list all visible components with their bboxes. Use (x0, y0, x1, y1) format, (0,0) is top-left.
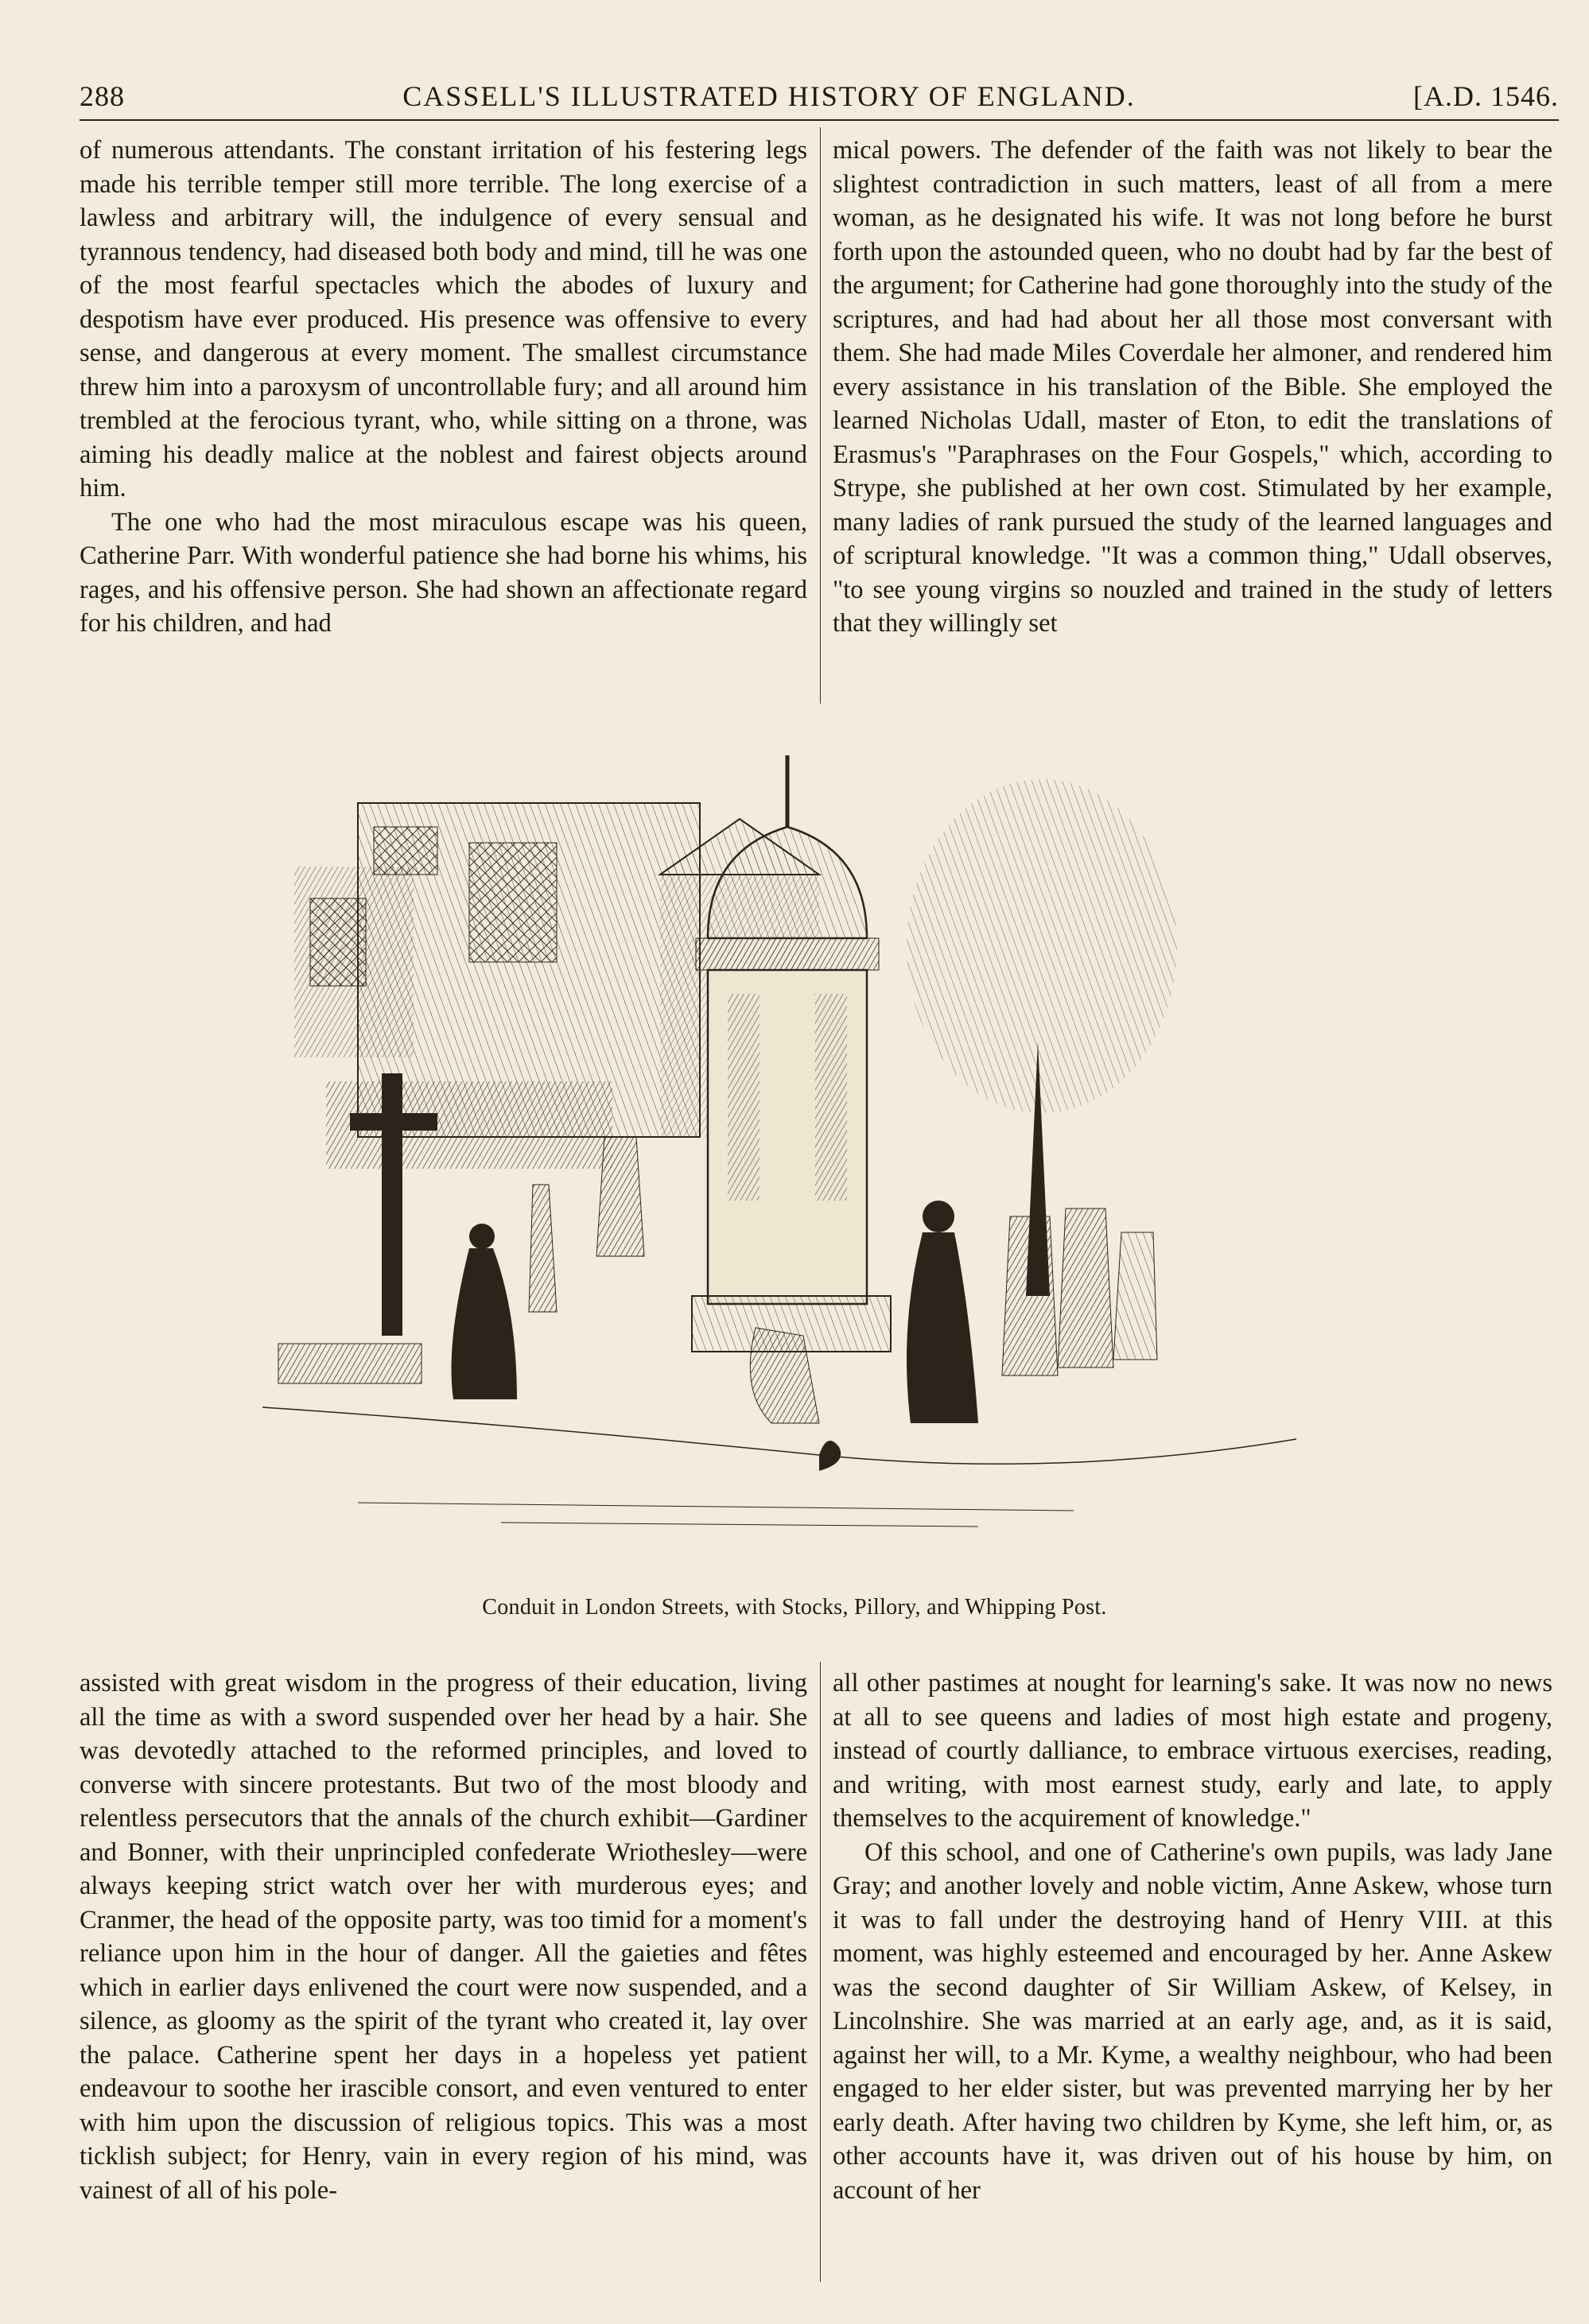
running-title: CASSELL'S ILLUSTRATED HISTORY OF ENGLAND. (402, 80, 1136, 112)
paragraph: of numerous attendants. The constant irritation of his festering legs made his terrible temper still more terrible. The long exercise of a lawless and arbitrary will, the indulgence of every sensual and tyrannous tendency, had diseased both body and mind, till he was one of the most fearful spectacles which the abodes of luxury and despotism have ever produced. His presence was offensive to every sense, and dangerous at every moment. The smallest circumstance threw him into a paroxysm of uncontrollable fury; and all around him trembled at the ferocious tyrant, who, while sitting on a throne, was aiming his deadly malice at the noblest and fairest objects around him. (80, 136, 807, 502)
figure-caption: Conduit in London Streets, with Stocks, Pillory, and Whipping Post. (482, 1595, 1107, 1620)
paragraph: all other pastimes at nought for learning's sake. It was now no news at all to see queens and ladies of most high estate and progeny, instead of courtly dalliance, to embrace virtuous exercises, reading, and writing, with most earnest study, early and late, to apply themselves to the acquirement of knowledge." (833, 1669, 1552, 1833)
column-bottom-right (833, 1666, 1552, 2207)
pillory-post (278, 1073, 437, 1383)
date-marker: [A.D. 1546. (1413, 80, 1559, 112)
header-rule (80, 119, 1559, 121)
page-number: 288 (80, 80, 125, 112)
paragraph: assisted with great wisdom in the progress of their education, living all the time as with a sword suspended over her head by a hair. She was devotedly attached to the reformed principles, and loved to converse with sincere protestants. But two of the most bloody and relentless persecutors that the annals of the church exhibit—Gardiner and Bonner, with their unprincipled confederate Wriothesley—were always keeping strict watch over her with murderous eyes; and Cranmer, the head of the opposite party, was too timid for a moment's reliance upon him in the hour of danger. All the gaieties and fêtes which in earlier days enlivened the court were now suspended, and a silence, as gloomy as the spirit of the tyrant who created it, lay over the palace. Catherine spent her days in a hopeless yet patient endeavour to soothe her irascible consort, and even ventured to enter with him upon the discussion of religious topics. This was a most ticklish subject; for Henry, vain in every region of his mind, was vainest of all of his pole- (80, 1669, 807, 2205)
column-divider-bottom (820, 1662, 821, 2282)
paragraph: mical powers. The defender of the faith was not likely to bear the slightest contradiction in such matters, least of all from a mere woman, as he designated his wife. It was not long before he burst forth upon the astounded queen, who no doubt had by far the best of the argument; for Catherine had gone thoroughly into the study of the scriptures, and had had about her all those most conversant with them. She had made Miles Coverdale her almoner, and rendered him every assistance in his translation of the Bible. She employed the learned Nicholas Udall, master of Eton, to edit the translations of Erasmus's "Paraphrases on the Four Gospels," which, according to Strype, she published at her own cost. Stimulated by her example, many ladies of rank pursued the study of the learned languages and of scriptural knowledge. "It was a common thing," Udall observes, "to see young virgins so nouzled and trained in the study of letters that they willingly set (833, 136, 1552, 638)
running-header (80, 73, 1559, 113)
paragraph: Of this school, and one of Catherine's own pupils, was lady Jane Gray; and another lovely and noble victim, Anne Askew, whose turn it was to fall under the destroying hand of Henry VIII. at this moment, was highly esteemed and encouraged by her. Anne Askew was the second daughter of Sir William Askew, of Kelsey, in Lincolnshire. She was married at an early age, and, as it is said, against her will, to a Mr. Kyme, a wealthy neighbour, who had been engaged to her elder sister, but was prevented marrying her by her early death. After having two children by Kyme, she left him, or, as other accounts have it, was driven out of his house by him, on account of her (833, 1837, 1552, 2205)
paragraph: The one who had the most miraculous escape was his queen, Catherine Parr. With wonderful patience she had borne his whims, his rages, and his offensive person. She had shown an affectionate regard for his children, and had (80, 507, 807, 638)
column-divider-top (820, 127, 821, 704)
column-top-left (80, 134, 807, 641)
ground (262, 1407, 1296, 1527)
conduit-illustration (262, 739, 1360, 1582)
column-top-right (833, 134, 1552, 641)
column-bottom-left (80, 1666, 807, 2207)
